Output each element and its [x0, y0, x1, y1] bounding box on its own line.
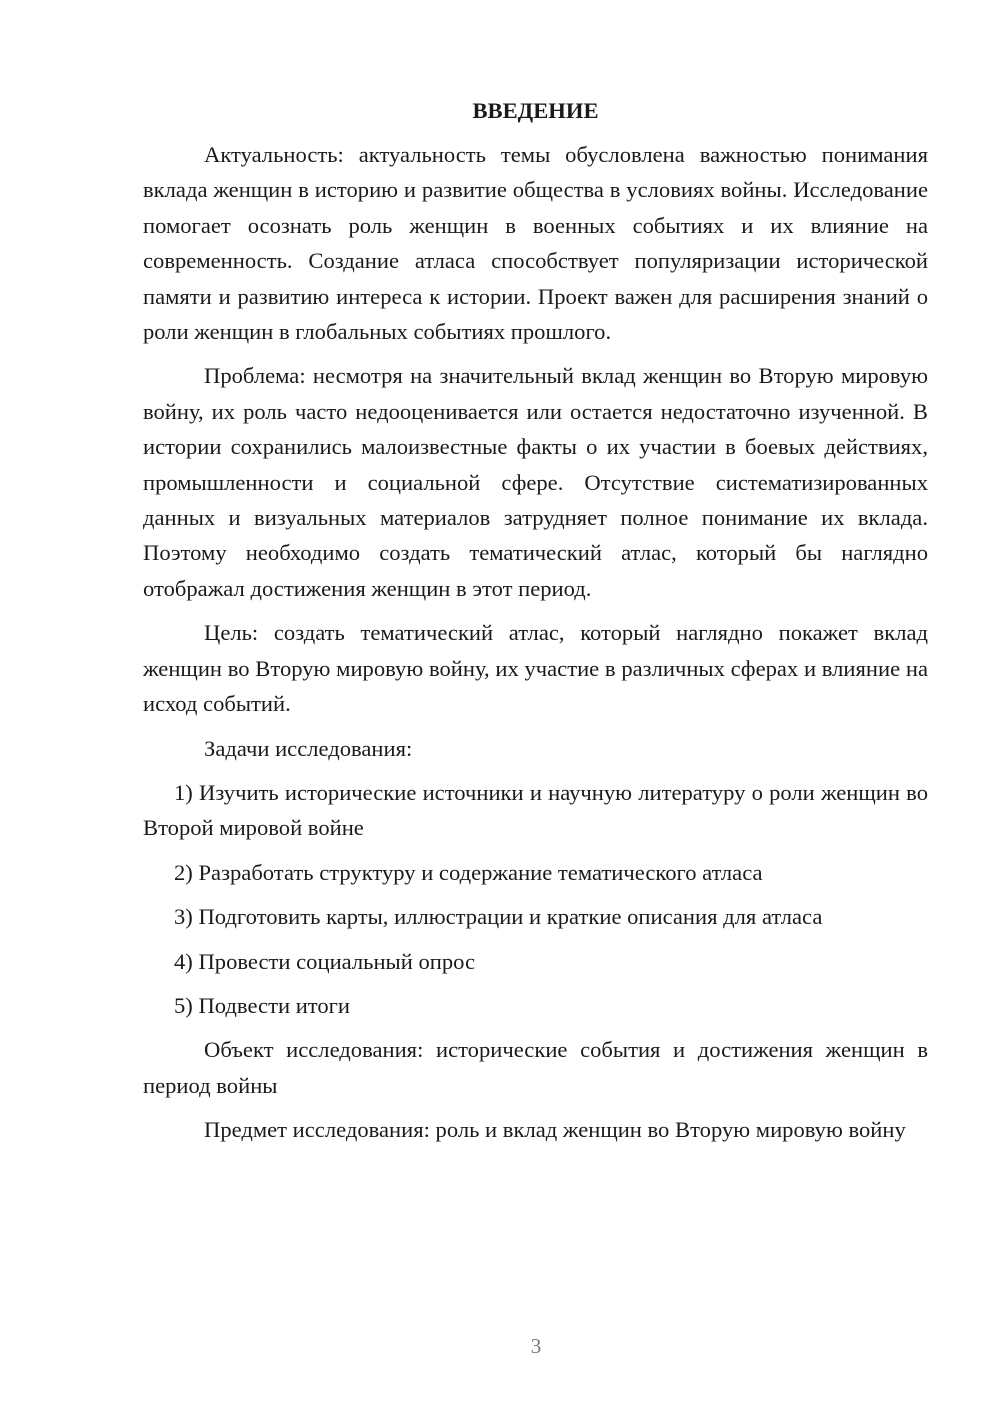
- list-item: 5) Подвести итоги: [174, 992, 351, 1018]
- problem-paragraph: Проблема: несмотря на значительный вклад женщин во Вторую мировую войну, их роль часто недооценивается или остается недостаточно изученной. В истории сохранились малоизвестные факты о их участии в боевых действиях, промышленности и социальной сфере. Отсутствие систематизированных данных и визуальных материалов затрудняет полное понимание их вклада. Поэтому необходимо создать тематический атлас, который бы наглядно отображал достижения женщин в этот период.: [143, 363, 928, 601]
- tasks-list: [143, 775, 928, 1023]
- page-number: 3: [530, 1334, 542, 1358]
- tasks-heading: Задачи исследования:: [204, 735, 413, 761]
- goal-paragraph: Цель: создать тематический атлас, который наглядно покажет вклад женщин во Вторую мировую войну, их участие в различных сферах и влияние на исход событий.: [143, 620, 928, 717]
- page-content: [143, 95, 928, 1157]
- list-item: 3) Подготовить карты, иллюстрации и краткие описания для атласа: [174, 904, 823, 930]
- list-item: 2) Разработать структуру и содержание тематического атласа: [174, 859, 763, 885]
- list-item: 4) Провести социальный опрос: [174, 948, 476, 974]
- object-paragraph: Объект исследования: исторические события и достижения женщин в период войны: [143, 1037, 928, 1098]
- list-item: 1) Изучить исторические источники и научную литературу о роли женщин во Второй мировой войне: [143, 779, 928, 841]
- subject-paragraph: Предмет исследования: роль и вклад женщин во Вторую мировую войну: [204, 1117, 906, 1143]
- relevance-paragraph: Актуальность: актуальность темы обусловлена важностью понимания вклада женщин в историю и развитие общества в условиях войны. Исследование помогает осознать роль женщин в военных событиях и их влияние на современность. Создание атласа способствует популяризации исторической памяти и развитию интереса к истории. Проект важен для расширения знаний о роли женщин в глобальных событиях прошлого.: [143, 142, 928, 345]
- page-title: ВВЕДЕНИЕ: [472, 98, 599, 123]
